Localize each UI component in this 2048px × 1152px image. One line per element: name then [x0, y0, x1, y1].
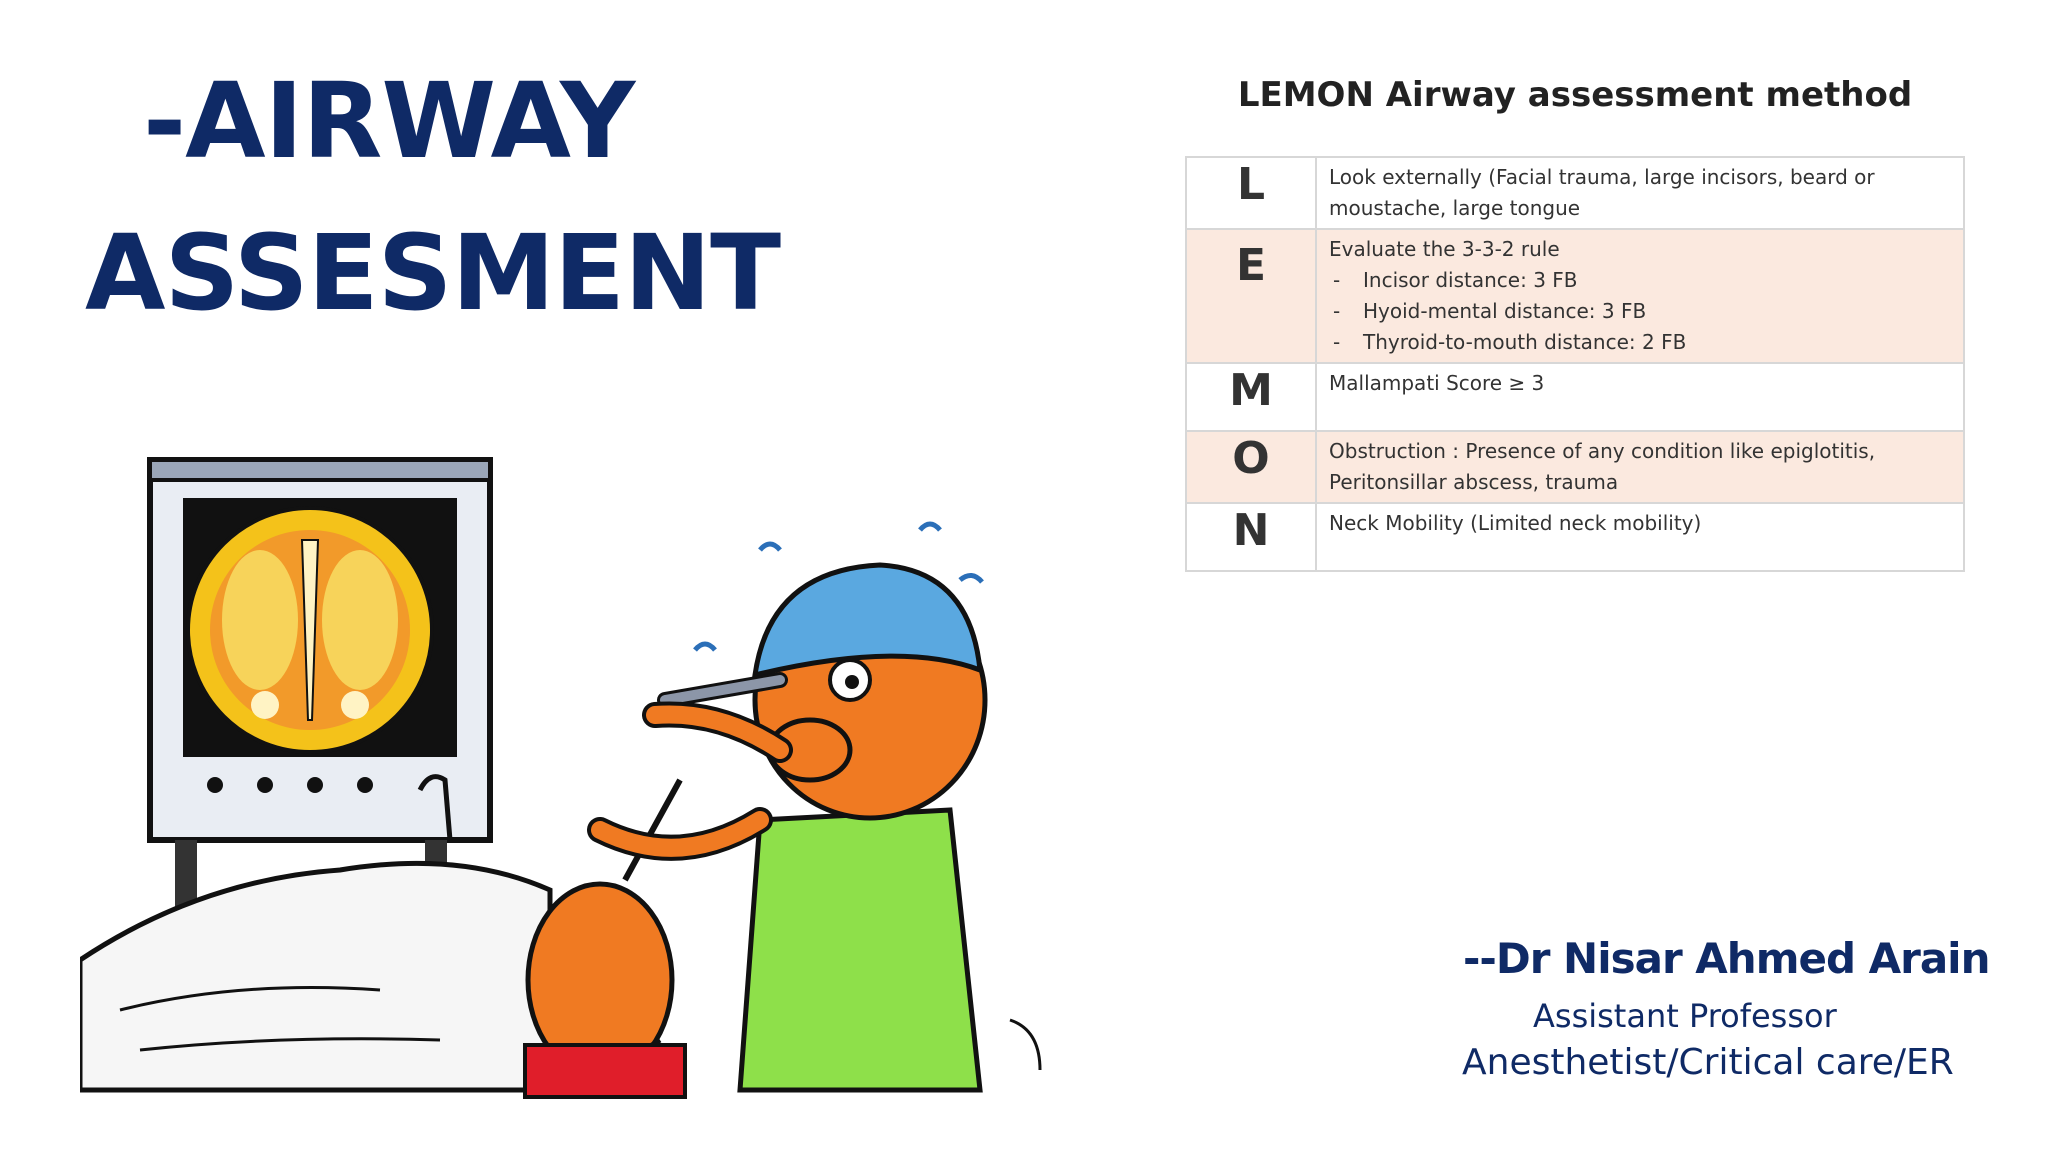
author-department: Anesthetist/Critical care/ER: [1462, 1042, 1954, 1083]
lemon-heading: LEMON Airway assessment method: [1237, 75, 1913, 115]
lemon-row-e: [1186, 229, 1964, 363]
lemon-subitem: - Thyroid-to-mouth distance: 2 FB: [1329, 327, 1951, 358]
lemon-letter: L: [1186, 157, 1316, 229]
lemon-description: [1316, 229, 1964, 363]
lemon-subitem: - Hyoid-mental distance: 3 FB: [1329, 296, 1951, 327]
author-role: Assistant Professor: [1533, 997, 1837, 1035]
intubation-cartoon-illustration: [80, 450, 1070, 1100]
lemon-row-o: [1186, 431, 1964, 503]
title-line-1: -AIRWAY: [143, 60, 635, 182]
lemon-row-m: [1186, 363, 1964, 431]
lemon-letter: E: [1186, 229, 1316, 363]
lemon-letter: M: [1186, 363, 1316, 431]
lemon-description-line: Look externally (Facial trauma, large incisors, beard or moustache, large tongue: [1329, 165, 1875, 220]
lemon-description-line: Obstruction : Presence of any condition like epiglotitis, Peritonsillar abscess, trauma: [1329, 439, 1876, 494]
lemon-description-line: Evaluate the 3-3-2 rule: [1329, 237, 1560, 261]
lemon-description: [1316, 363, 1964, 431]
lemon-description-line: Mallampati Score ≥ 3: [1329, 371, 1545, 395]
lemon-letter: N: [1186, 503, 1316, 571]
lemon-table-figure: [1185, 70, 1965, 572]
lemon-table: [1185, 156, 1965, 572]
lemon-description-line: Neck Mobility (Limited neck mobility): [1329, 511, 1702, 535]
lemon-description: [1316, 431, 1964, 503]
author-name: --Dr Nisar Ahmed Arain: [1463, 934, 1990, 983]
title-line-2: ASSESMENT: [85, 212, 781, 334]
lemon-row-l: [1186, 157, 1964, 229]
lemon-row-n: [1186, 503, 1964, 571]
lemon-description: [1316, 503, 1964, 571]
lemon-letter: O: [1186, 431, 1316, 503]
lemon-subitem: - Incisor distance: 3 FB: [1329, 265, 1951, 296]
lemon-description: [1316, 157, 1964, 229]
